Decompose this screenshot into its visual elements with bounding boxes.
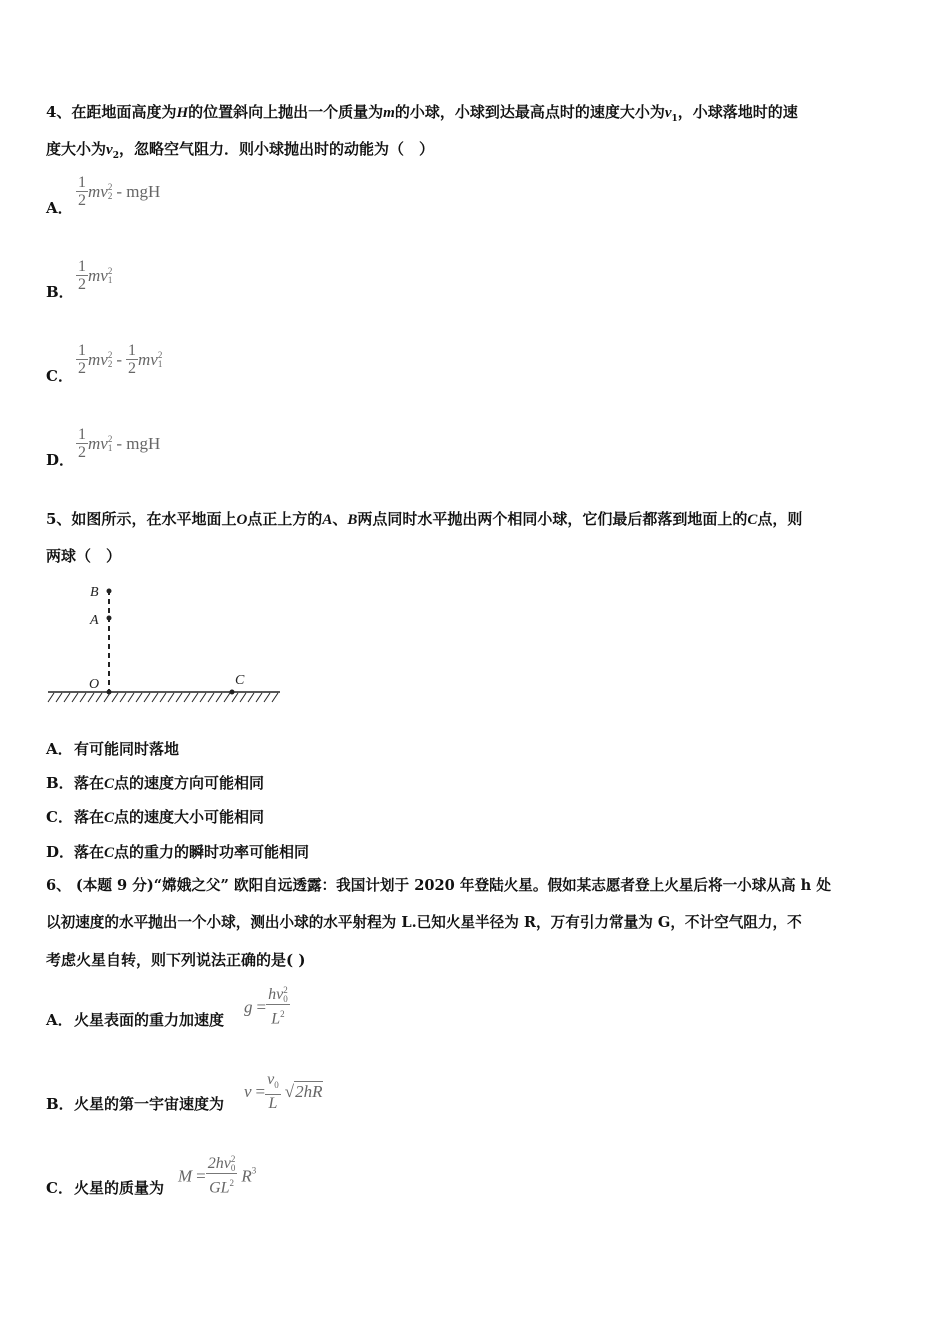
q4-option-c-formula: $\frac{1}{2}$ mv 2 2 - $\frac{1}{2}$ mv 2 1 [78, 342, 163, 377]
q5-option-a[interactable]: A．有可能同时落地 [46, 740, 180, 758]
point-b-dot [107, 589, 112, 594]
q6-option-b-formula: v = $\frac{v_0}{L}$ √2hR [244, 1071, 323, 1113]
q6-option-c-formula: M = 2hv 2 0 $GL^2$ $R^3$ [178, 1154, 257, 1197]
q4-option-d-formula: $\frac{1}{2}$ mv 2 1 - mgH [78, 426, 161, 461]
var-m: m [383, 105, 395, 121]
label-b: B [90, 585, 99, 600]
q4-option-b-formula: $\frac{1}{2}$ mv 2 1 [78, 258, 113, 293]
q5-text: 点正上方的 [247, 510, 323, 528]
q4-option-a-label[interactable]: A． [46, 199, 73, 217]
var-v1-sub: 1 [671, 114, 678, 124]
q4-text: ，小球落地时的速 [677, 103, 798, 121]
fraction: $\frac{1}{2}$ [78, 258, 86, 293]
q6-stem-line1: 6、 (本题 9 分)“嫦娥之父” 欧阳自远透露：我国计划于 2020 年登陆火星。假如某志愿者登上火星后将一小球从高 h 处 [46, 877, 831, 894]
q5-option-c[interactable]: C．落在C点的速度大小可能相同 [46, 808, 265, 826]
q4-stem-line1 [46, 102, 906, 129]
var-C: C [747, 512, 758, 528]
var-v1: v [664, 105, 672, 121]
fraction: $\frac{1}{2}$ [78, 174, 86, 209]
var-v2-sub: 2 [112, 151, 119, 161]
fraction: $\frac{1}{2}$ [78, 426, 86, 461]
q4-option-b-label[interactable]: B． [46, 283, 74, 301]
ground-hatching [48, 693, 278, 702]
q4-text: 度大小为 [46, 140, 107, 158]
q6-option-a[interactable]: A．火星表面的重力加速度 [46, 1011, 225, 1029]
q6-stem-line2: 以初速度的水平抛出一个小球，测出小球的水平射程为 L.已知火星半径为 R，万有引力常量为 G，不计空气阻力，不 [46, 914, 802, 931]
label-c: C [235, 673, 245, 688]
q5-text: 、 [332, 510, 348, 528]
q5-stem-line1 [46, 509, 906, 530]
var-A: A [322, 512, 333, 528]
q6-option-c[interactable]: C．火星的质量为 [46, 1179, 165, 1197]
fraction: $\frac{1}{2}$ [78, 342, 86, 377]
q5-text: 5、如图所示，在水平地面上 [46, 510, 237, 528]
q4-text: ，忽略空气阻力．则小球抛出时的动能为（ ） [118, 140, 434, 158]
q4-option-d-label[interactable]: D． [46, 451, 75, 469]
q4-text: 的位置斜向上抛出一个质量为 [188, 103, 384, 121]
var-v2: v [106, 142, 113, 158]
q6-stem-line3: 考虑火星自转，则下列说法正确的是( ) [46, 951, 306, 969]
q5-option-b[interactable]: B．落在C点的速度方向可能相同 [46, 774, 265, 792]
square-root: √2hR [284, 1082, 323, 1102]
q6-option-a-formula: g = hv 2 0 $L^2$ [244, 985, 288, 1028]
q4-option-a-formula: $\frac{1}{2}$ mv 2 2 - mgH [78, 174, 161, 209]
point-a-dot [107, 616, 112, 621]
fraction: hv 2 0 $L^2$ [268, 985, 288, 1028]
q4-text: 4、在距地面高度为 [46, 103, 177, 121]
q5-option-d[interactable]: D．落在C点的重力的瞬时功率可能相同 [46, 843, 310, 861]
q4-option-c-label[interactable]: C． [46, 367, 73, 385]
q5-figure [44, 580, 284, 710]
q6-option-b[interactable]: B．火星的第一宇宙速度为 [46, 1095, 225, 1113]
var-O: O [236, 512, 248, 528]
q4-stem-line2 [46, 139, 906, 166]
label-o: O [89, 677, 100, 692]
fraction: $\frac{v_0}{L}$ [267, 1071, 279, 1113]
q4-text: 的小球，小球到达最高点时的速度大小为 [394, 103, 665, 121]
fraction: $\frac{1}{2}$ [128, 342, 136, 377]
q5-stem-line2: 两球（ ） [46, 547, 122, 565]
fraction: 2hv 2 0 $GL^2$ [207, 1154, 236, 1197]
q5-text: 两点同时水平抛出两个相同小球，它们最后都落到地面上的 [357, 510, 748, 528]
var-H: H [176, 105, 189, 121]
var-B: B [347, 512, 358, 528]
label-a: A [90, 613, 99, 628]
q5-text: 点，则 [757, 510, 803, 528]
